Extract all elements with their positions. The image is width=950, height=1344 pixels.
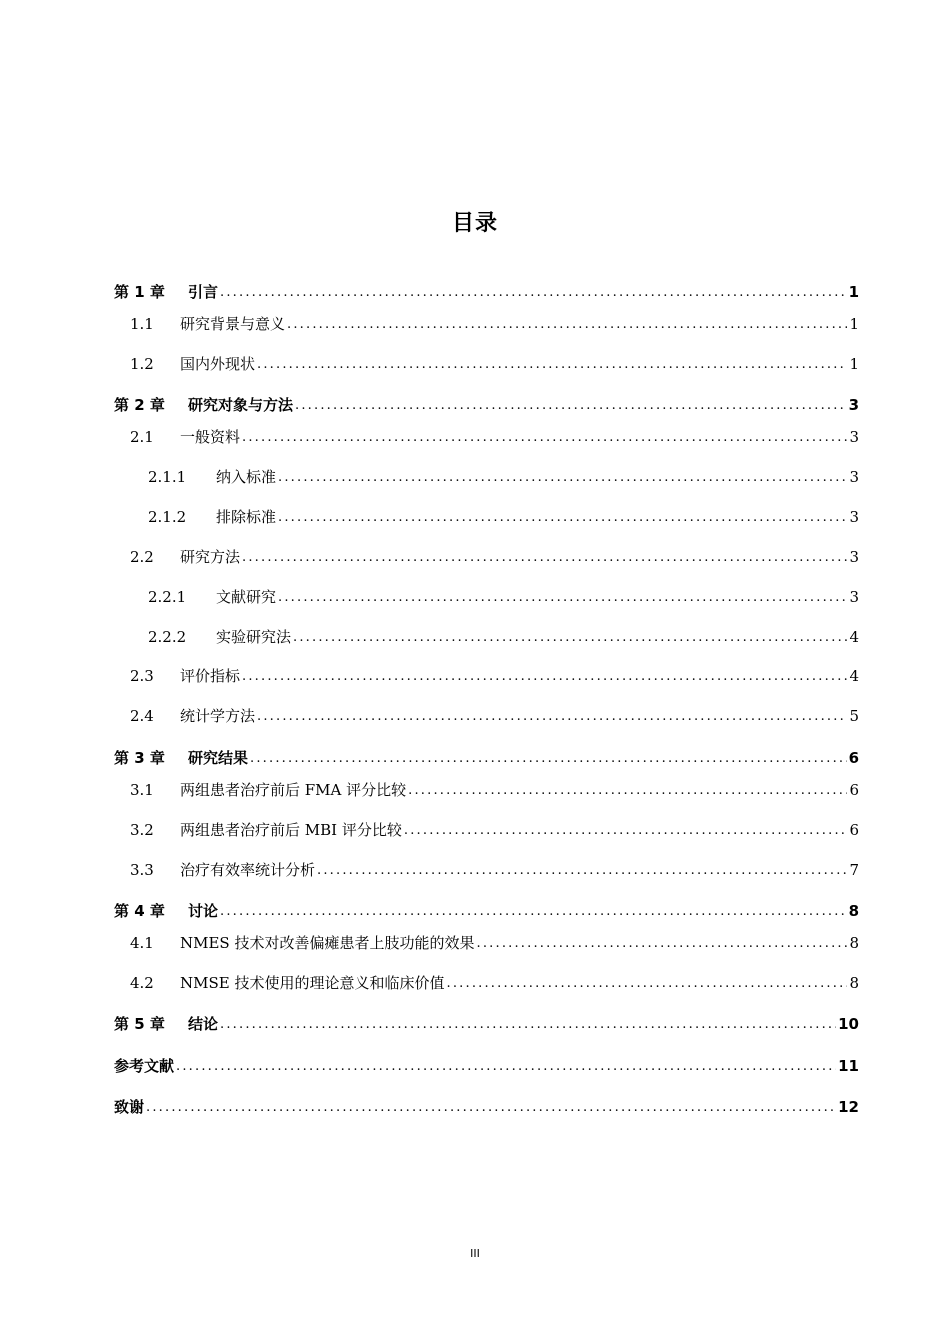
toc-entry-number: 1.1: [130, 315, 154, 333]
toc-entry-title: 统计学方法: [180, 707, 256, 725]
toc-entry-number: 4.2: [130, 974, 154, 992]
dot-leader: [220, 284, 847, 302]
toc-entry-title: 研究对象与方法: [188, 396, 294, 414]
toc-entry-page: 11: [838, 1057, 859, 1075]
toc-entry-page: 3: [849, 468, 859, 486]
toc-entry-title: 纳入标准: [216, 468, 277, 486]
dot-leader: [257, 356, 847, 374]
dot-leader: [404, 822, 848, 840]
dot-leader: [176, 1058, 836, 1076]
toc-entry-3-1[interactable]: [114, 776, 859, 800]
toc-entry-chapter-4[interactable]: [114, 897, 859, 921]
toc-entry-title: 讨论: [188, 902, 219, 920]
toc-entry-number: 第 1 章: [114, 283, 165, 301]
toc-entry-title: 两组患者治疗前后 FMA 评分比较: [180, 781, 407, 799]
toc-entry-title: 研究结果: [188, 749, 249, 767]
toc-entry-page: 3: [849, 508, 859, 526]
toc-entry-page: 3: [849, 548, 859, 566]
toc-entry-page: 4: [849, 667, 859, 685]
toc-entry-page: 8: [848, 902, 859, 920]
toc-entry-title: 两组患者治疗前后 MBI 评分比较: [180, 821, 402, 839]
toc-entry-page: 3: [849, 428, 859, 446]
page-number-footer: III: [470, 1247, 480, 1260]
toc-entry-title: 引言: [188, 283, 219, 301]
toc-entry-number: 3.2: [130, 821, 154, 839]
toc-entry-page: 1: [849, 355, 859, 373]
toc-entry-page: 1: [849, 315, 859, 333]
toc-entry-page: 5: [849, 707, 859, 725]
toc-entry-4-2[interactable]: [114, 969, 859, 993]
page-title: 目录: [451, 211, 498, 236]
toc-entry-page: 1: [848, 283, 859, 301]
dot-leader: [242, 549, 847, 567]
toc-entry-title: 研究方法: [180, 548, 241, 566]
toc-entry-references[interactable]: [114, 1052, 859, 1076]
toc-entry-1-2[interactable]: [114, 350, 859, 374]
toc-entry-number: 2.1.2: [148, 508, 187, 526]
dot-leader: [278, 589, 847, 607]
toc-entry-page: 3: [848, 396, 859, 414]
toc-entry-title: 治疗有效率统计分析: [180, 861, 316, 879]
toc-entry-number: 2.1.1: [148, 468, 187, 486]
toc-entry-number: 2.2: [130, 548, 154, 566]
dot-leader: [295, 397, 847, 415]
toc-entry-chapter-5[interactable]: [114, 1010, 859, 1034]
dot-leader: [220, 903, 847, 921]
toc-entry-4-1[interactable]: [114, 929, 859, 953]
toc-entry-3-3[interactable]: [114, 856, 859, 880]
dot-leader: [242, 429, 847, 447]
toc-entry-title: 实验研究法: [216, 628, 292, 646]
toc-entry-1-1[interactable]: [114, 310, 859, 334]
toc-entry-number: 第 4 章: [114, 902, 165, 920]
toc-entry-title: NMES 技术对改善偏瘫患者上肢功能的效果: [180, 934, 475, 952]
toc-entry-page: 7: [849, 861, 859, 879]
toc-entry-number: 1.2: [130, 355, 154, 373]
toc-entry-2-2[interactable]: [114, 543, 859, 567]
toc-entry-2-2-2[interactable]: [114, 623, 859, 647]
toc-entry-page: 8: [849, 974, 859, 992]
toc-entry-2-2-1[interactable]: [114, 583, 859, 607]
toc-entry-number: 第 3 章: [114, 749, 165, 767]
dot-leader: [257, 708, 847, 726]
toc-entry-page: 8: [849, 934, 859, 952]
toc-entry-2-1-1[interactable]: [114, 463, 859, 487]
toc-entry-title: 排除标准: [216, 508, 277, 526]
toc-entry-page: 4: [849, 628, 859, 646]
toc-entry-number: 第 5 章: [114, 1015, 165, 1033]
dot-leader: [287, 316, 847, 334]
toc-entry-2-1-2[interactable]: [114, 503, 859, 527]
dot-leader: [278, 509, 847, 527]
toc-entry-page: 10: [838, 1015, 859, 1033]
toc-entry-number: 3.1: [130, 781, 154, 799]
toc-entry-chapter-1[interactable]: [114, 278, 859, 302]
dot-leader: [476, 935, 847, 953]
dot-leader: [446, 975, 847, 993]
toc-entry-number: 2.3: [130, 667, 154, 685]
dot-leader: [146, 1099, 836, 1117]
dot-leader: [250, 750, 847, 768]
toc-entry-acknowledgements[interactable]: [114, 1093, 859, 1117]
toc-entry-page: 6: [849, 781, 859, 799]
toc-entry-3-2[interactable]: [114, 816, 859, 840]
toc-entry-number: 2.1: [130, 428, 154, 446]
toc-entry-title: 结论: [188, 1015, 219, 1033]
toc-entry-page: 3: [849, 588, 859, 606]
toc-entry-number: 3.3: [130, 861, 154, 879]
toc-entry-page: 6: [848, 749, 859, 767]
toc-entry-title: 一般资料: [180, 428, 241, 446]
toc-entry-number: 4.1: [130, 934, 154, 952]
toc-entry-number: 第 2 章: [114, 396, 165, 414]
toc-entry-number: 2.2.1: [148, 588, 187, 606]
toc-entry-title: 文献研究: [216, 588, 277, 606]
toc-entry-title: 致谢: [114, 1098, 145, 1116]
toc-entry-2-3[interactable]: [114, 662, 859, 686]
toc-entry-title: 评价指标: [180, 667, 241, 685]
toc-entry-page: 12: [838, 1098, 859, 1116]
toc-entry-title: NMSE 技术使用的理论意义和临床价值: [180, 974, 445, 992]
toc-entry-title: 参考文献: [114, 1057, 175, 1075]
toc-entry-chapter-3[interactable]: [114, 744, 859, 768]
toc-entry-number: 2.2.2: [148, 628, 187, 646]
toc-entry-page: 6: [849, 821, 859, 839]
dot-leader: [242, 668, 847, 686]
dot-leader: [317, 862, 847, 880]
toc-entry-number: 2.4: [130, 707, 154, 725]
dot-leader: [408, 782, 847, 800]
dot-leader: [220, 1016, 836, 1034]
toc-entry-2-1[interactable]: [114, 423, 859, 447]
toc-entry-title: 研究背景与意义: [180, 315, 286, 333]
toc-entry-2-4[interactable]: [114, 702, 859, 726]
dot-leader: [278, 469, 847, 487]
dot-leader: [293, 629, 847, 647]
toc-entry-chapter-2[interactable]: [114, 391, 859, 415]
toc-entry-title: 国内外现状: [180, 355, 256, 373]
